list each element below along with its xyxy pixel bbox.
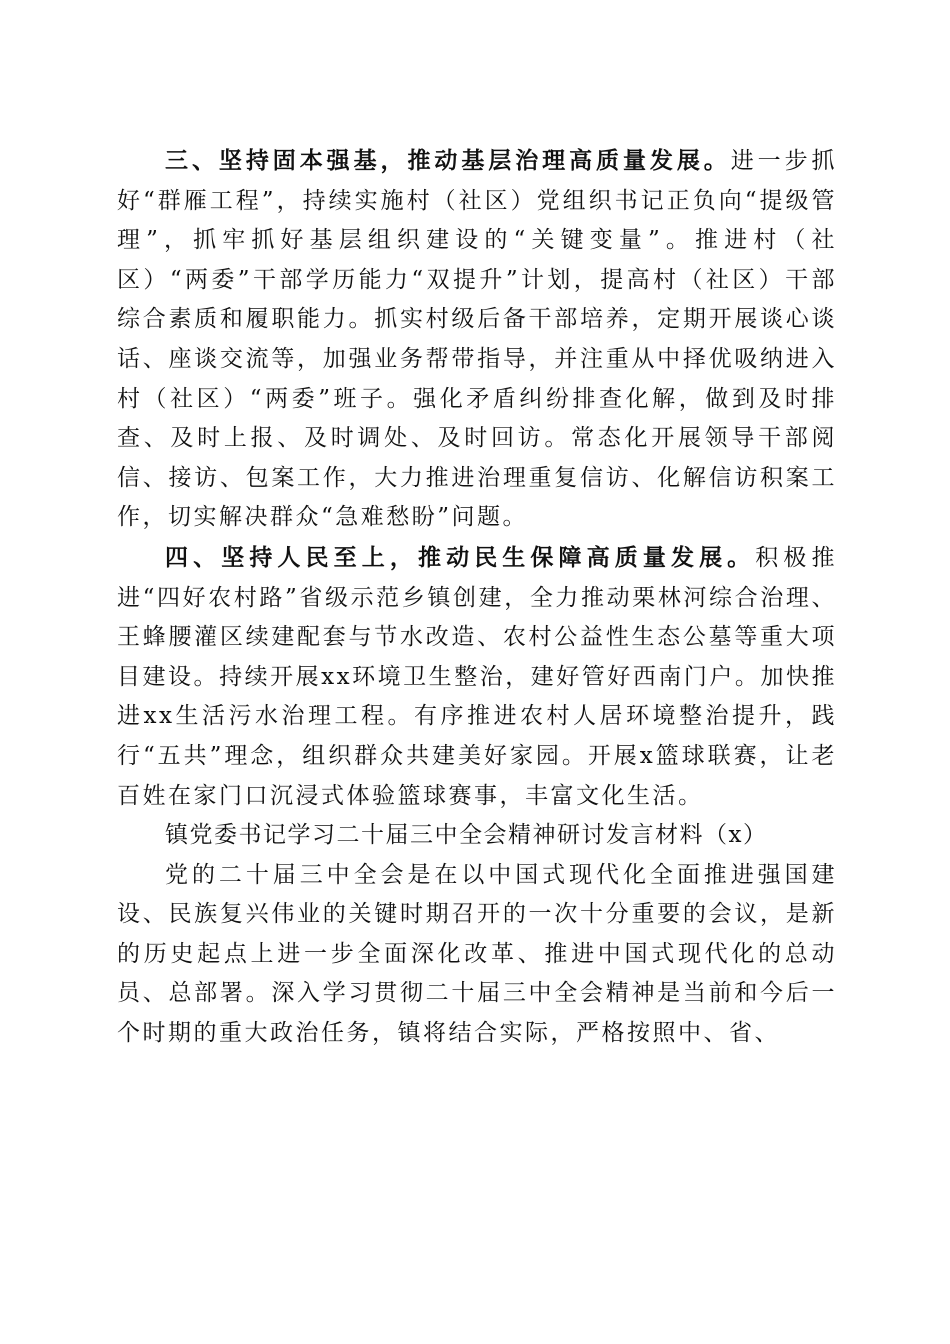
document-subtitle: 镇党委书记学习二十届三中全会精神研讨发言材料（x） [165,822,768,849]
section-four-paragraph [117,538,837,816]
document-body [117,141,837,1054]
section-four-body: 积极推进“四好农村路”省级示范乡镇创建，全力推动栗林河综合治理、王蜂腰灌区续建配套与节水改造、农村公益性生态公墓等重大项目建设。持续开展xx环境卫生整治，建好管好西南门户。加快推进xx生活污水治理工程。有序推进农村人居环境整治提升，践行“五共”理念，组织群众共建美好家园。开展x篮球联赛，让老百姓在家门口沉浸式体验篮球赛事，丰富文化生活。 [117,544,838,809]
section-three-paragraph [117,141,837,538]
closing-paragraph: 党的二十届三中全会是在以中国式现代化全面推进强国建设、民族复兴伟业的关键时期召开的一次十分重要的会议，是新的历史起点上进一步全面深化改革、推进中国式现代化的总动员、总部署。深入学习贯彻二十届三中全会精神是当前和今后一个时期的重大政治任务，镇将结合实际，严格按照中、省、 [117,861,837,1047]
section-three-body: 进一步抓好“群雁工程”，持续实施村（社区）党组织书记正负向“提级管理”，抓牢抓好基层组织建设的“关键变量”。推进村（社区）“两委”干部学历能力“双提升”计划，提高村（社区）干部综合素质和履职能力。抓实村级后备干部培养，定期开展谈心谈话、座谈交流等，加强业务帮带指导，并注重从中择优吸纳进入村（社区）“两委”班子。强化矛盾纠纷排查化解，做到及时排查、及时上报、及时调处、及时回访。常态化开展领导干部阅信、接访、包案工作，大力推进治理重复信访、化解信访积案工作，切实解决群众“急难愁盼”问题。 [117,148,837,531]
section-three-heading: 三、坚持固本强基，推动基层治理高质量发展。 [165,147,731,174]
section-four-heading: 四、坚持人民至上，推动民生保障高质量发展。 [165,543,756,571]
